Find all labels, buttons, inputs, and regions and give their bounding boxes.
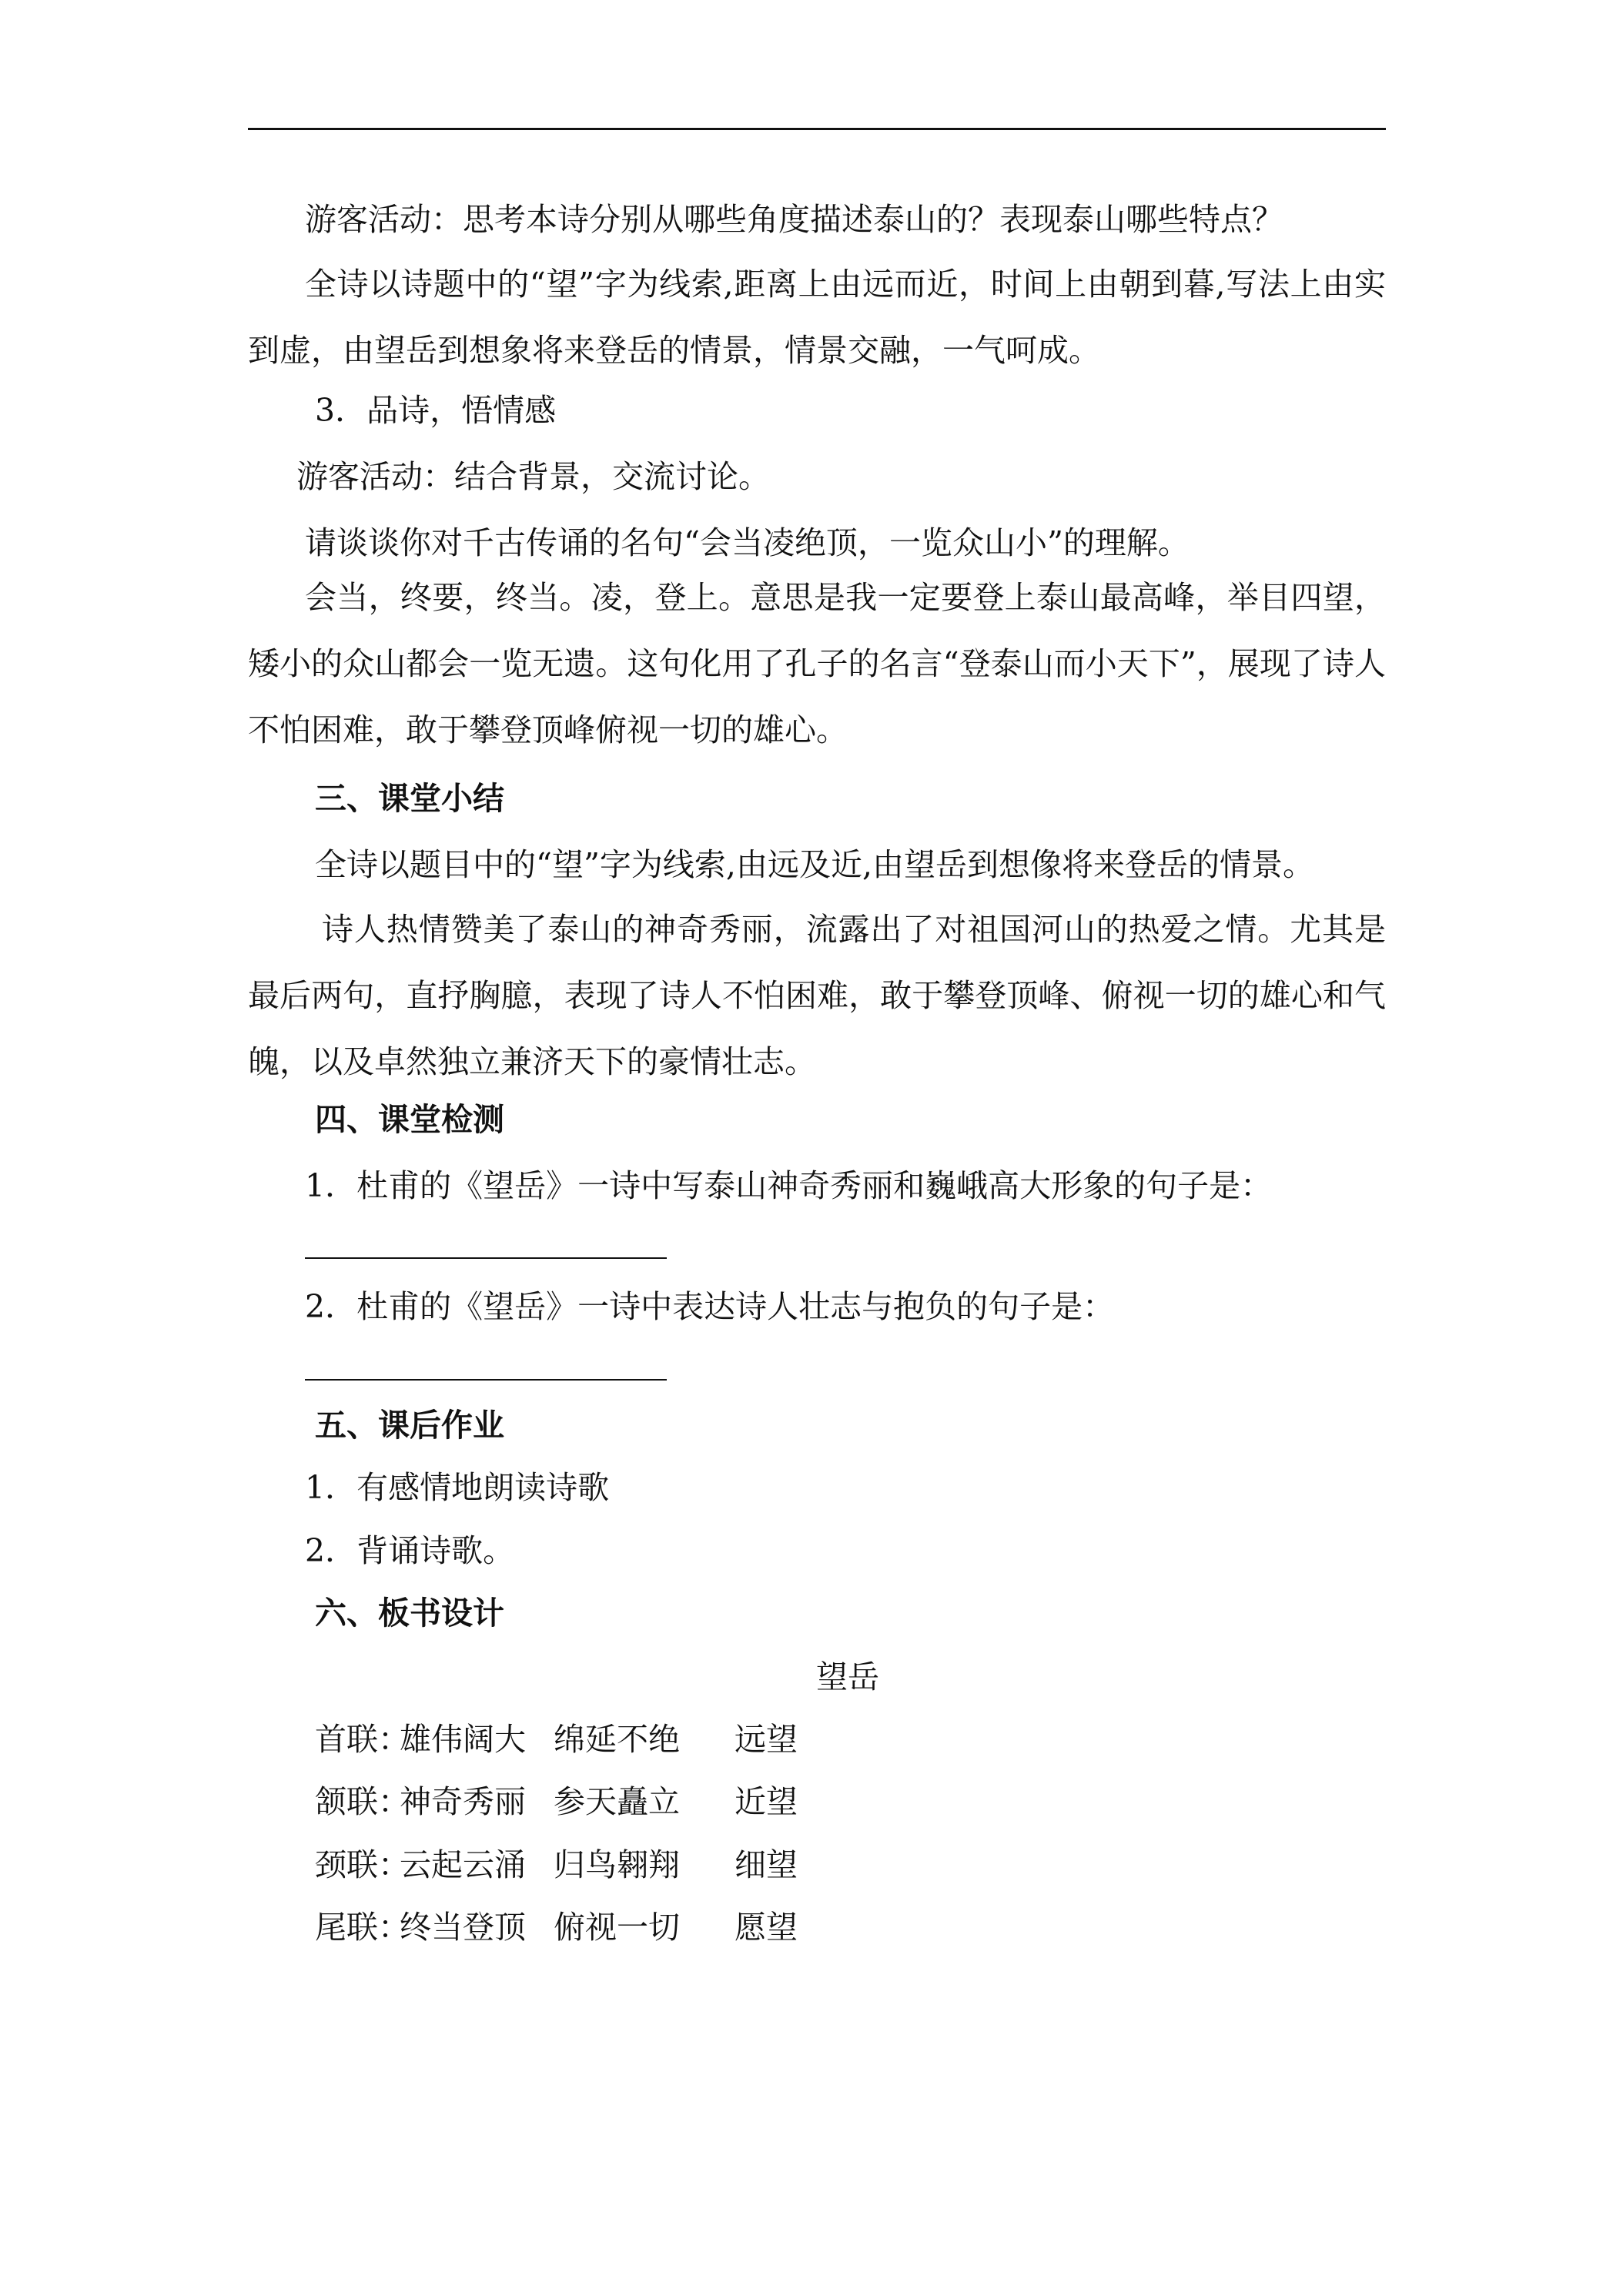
section-4-heading: 四、课堂检测 (315, 1101, 504, 1138)
paragraph-famous-line: 会当，终要，终当。凌，登上。意思是我一定要登上泰山最高峰，举目四望，矮小的众山都会一览无遗。这句化用了孔子的名言“登泰山而小天下”，展现了诗人不怕困难，敢于攀登顶峰俯视一切的雄心。 (248, 579, 1386, 748)
board-row-phrase-a: 终当登顶 (400, 1909, 526, 1946)
board-row-view: 细望 (735, 1846, 798, 1883)
board-row-view: 近望 (735, 1783, 798, 1820)
paragraph-wang-clue: 全诗以诗题中的“望”字为线索,距离上由远而近，时间上由朝到暮,写法上由实到虚，由望岳到想象将来登岳的情景，情景交融，一气呵成。 (248, 266, 1386, 369)
board-row-hanlian (315, 1779, 798, 1825)
header-rule (248, 128, 1386, 130)
summary-paragraph-2: 诗人热情赞美了泰山的神奇秀丽，流露出了对祖国河山的热爱之情。尤其是最后两句，直抒胸臆，表现了诗人不怕困难，敢于攀登顶峰、俯视一切的雄心和气魄，以及卓然独立兼济天下的豪情壮志。 (248, 911, 1386, 1080)
homework-item-1: 1．有感情地朗读诗歌 (305, 1469, 610, 1506)
quiz-question-2: 2．杜甫的《望岳》一诗中表达诗人壮志与抱负的句子是： (305, 1288, 1115, 1325)
board-row-label: 颈联： (315, 1846, 410, 1883)
board-row-view: 愿望 (735, 1909, 798, 1946)
board-row-phrase-b: 参天矗立 (554, 1783, 680, 1820)
board-row-phrase-b: 绵延不绝 (554, 1721, 680, 1758)
summary-paragraph-1: 全诗以题目中的“望”字为线索,由远及近,由望岳到想像将来登岳的情景。 (315, 846, 1314, 883)
homework-item-2: 2．背诵诗歌。 (305, 1532, 515, 1569)
section-5-heading: 五、课后作业 (315, 1407, 504, 1444)
board-row-label: 尾联： (315, 1909, 410, 1946)
board-row-weilian (315, 1904, 798, 1950)
discussion-question: 请谈谈你对千古传诵的名句“会当凌绝顶，一览众山小”的理解。 (305, 524, 1190, 561)
section-6-heading: 六、板书设计 (315, 1595, 504, 1632)
activity-prompt-1: 游客活动：思考本诗分别从哪些角度描述泰山的？表现泰山哪些特点？ (305, 201, 1283, 238)
board-row-phrase-b: 俯视一切 (554, 1909, 680, 1946)
answer-blank-2[interactable] (305, 1379, 667, 1381)
board-row-phrase-a: 神奇秀丽 (400, 1783, 526, 1820)
section-3-heading: 三、课堂小结 (315, 780, 504, 817)
activity-prompt-2: 游客活动：结合背景，交流讨论。 (296, 458, 770, 495)
board-row-label: 首联： (315, 1721, 410, 1758)
board-row-view: 远望 (735, 1721, 798, 1758)
quiz-question-1: 1．杜甫的《望岳》一诗中写泰山神奇秀丽和巍峨高大形象的句子是： (305, 1167, 1273, 1204)
board-row-phrase-a: 云起云涌 (400, 1846, 526, 1883)
board-row-label: 颔联： (315, 1783, 410, 1820)
board-row-phrase-a: 雄伟阔大 (400, 1721, 526, 1758)
answer-blank-1[interactable] (305, 1257, 667, 1259)
board-row-phrase-b: 归鸟翱翔 (554, 1846, 680, 1883)
board-row-shoulian (315, 1716, 798, 1762)
board-title: 望岳 (816, 1658, 879, 1695)
step-3-heading: 3．品诗，悟情感 (315, 392, 557, 429)
board-row-jinglian (315, 1842, 798, 1888)
